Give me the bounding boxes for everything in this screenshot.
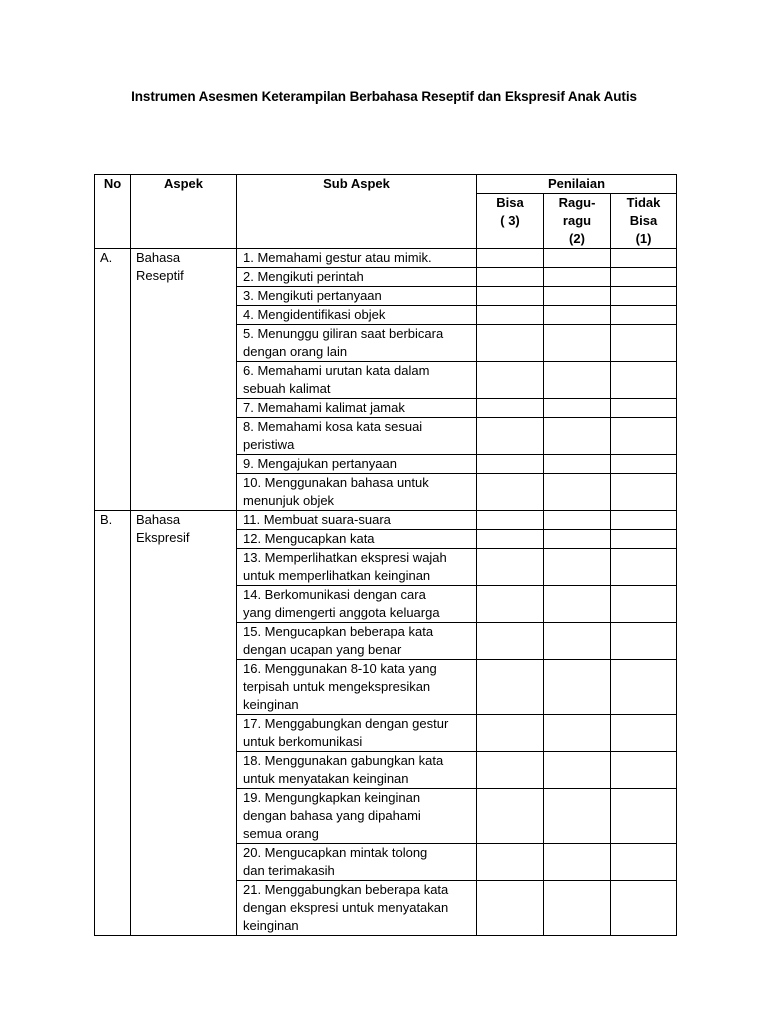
score-bisa-cell[interactable] xyxy=(477,844,544,881)
score-tidak-bisa-cell[interactable] xyxy=(611,249,677,268)
sub-aspek-cell xyxy=(237,752,477,789)
score-tidak-bisa-cell[interactable] xyxy=(611,325,677,362)
header-penilaian: Penilaian xyxy=(477,175,677,194)
score-ragu-ragu-cell[interactable] xyxy=(544,844,611,881)
header-tidak-line: Bisa xyxy=(629,213,658,228)
score-tidak-bisa-cell[interactable] xyxy=(611,474,677,511)
sub-aspek-cell xyxy=(237,789,477,844)
score-tidak-bisa-cell[interactable] xyxy=(611,549,677,586)
sub-aspek-line: 9. Mengajukan pertanyaan xyxy=(243,456,397,471)
header-aspek: Aspek xyxy=(131,175,237,249)
score-ragu-ragu-cell[interactable] xyxy=(544,881,611,936)
sub-aspek-line: 2. Mengikuti perintah xyxy=(243,269,364,284)
sub-aspek-line: 10. Menggunakan bahasa untuk xyxy=(243,475,429,490)
score-bisa-cell[interactable] xyxy=(477,474,544,511)
sub-aspek-cell xyxy=(237,511,477,530)
score-tidak-bisa-cell[interactable] xyxy=(611,881,677,936)
score-ragu-ragu-cell[interactable] xyxy=(544,789,611,844)
score-tidak-bisa-cell[interactable] xyxy=(611,586,677,623)
score-ragu-ragu-cell[interactable] xyxy=(544,474,611,511)
score-tidak-bisa-cell[interactable] xyxy=(611,660,677,715)
aspek-line: Ekspresif xyxy=(136,530,190,545)
sub-aspek-line: 7. Memahami kalimat jamak xyxy=(243,400,405,415)
section-aspek xyxy=(131,511,237,936)
sub-aspek-line: 13. Memperlihatkan ekspresi wajah xyxy=(243,550,447,565)
sub-aspek-cell xyxy=(237,586,477,623)
header-tidak-line: Tidak xyxy=(626,195,661,210)
sub-aspek-line: 17. Menggabungkan dengan gestur xyxy=(243,716,449,731)
score-bisa-cell[interactable] xyxy=(477,715,544,752)
score-ragu-ragu-cell[interactable] xyxy=(544,362,611,399)
score-ragu-ragu-cell[interactable] xyxy=(544,455,611,474)
sub-aspek-line: untuk menyatakan keinginan xyxy=(243,771,409,786)
score-tidak-bisa-cell[interactable] xyxy=(611,362,677,399)
score-bisa-cell[interactable] xyxy=(477,623,544,660)
sub-aspek-cell xyxy=(237,362,477,399)
score-ragu-ragu-cell[interactable] xyxy=(544,399,611,418)
sub-aspek-line: peristiwa xyxy=(243,437,295,452)
sub-aspek-cell xyxy=(237,268,477,287)
score-bisa-cell[interactable] xyxy=(477,511,544,530)
sub-aspek-cell xyxy=(237,881,477,936)
score-ragu-ragu-cell[interactable] xyxy=(544,530,611,549)
sub-aspek-line: 21. Menggabungkan beberapa kata xyxy=(243,882,449,897)
sub-aspek-line: sebuah kalimat xyxy=(243,381,331,396)
score-tidak-bisa-cell[interactable] xyxy=(611,268,677,287)
score-tidak-bisa-cell[interactable] xyxy=(611,844,677,881)
score-ragu-ragu-cell[interactable] xyxy=(544,549,611,586)
score-ragu-ragu-cell[interactable] xyxy=(544,287,611,306)
sub-aspek-cell xyxy=(237,249,477,268)
score-bisa-cell[interactable] xyxy=(477,549,544,586)
score-ragu-ragu-cell[interactable] xyxy=(544,660,611,715)
header-tidak-line: (1) xyxy=(635,231,652,246)
score-tidak-bisa-cell[interactable] xyxy=(611,511,677,530)
sub-aspek-line: untuk memperlihatkan keinginan xyxy=(243,568,431,583)
sub-aspek-cell xyxy=(237,455,477,474)
score-tidak-bisa-cell[interactable] xyxy=(611,399,677,418)
sub-aspek-line: 1. Memahami gestur atau mimik. xyxy=(243,250,432,265)
score-ragu-ragu-cell[interactable] xyxy=(544,623,611,660)
table-row xyxy=(95,249,677,268)
sub-aspek-line: 15. Mengucapkan beberapa kata xyxy=(243,624,434,639)
sub-aspek-line: dan terimakasih xyxy=(243,863,335,878)
sub-aspek-line: menunjuk objek xyxy=(243,493,335,508)
section-number: A. xyxy=(95,249,131,511)
sub-aspek-line: untuk berkomunikasi xyxy=(243,734,363,749)
score-bisa-cell[interactable] xyxy=(477,306,544,325)
sub-aspek-line: dengan orang lain xyxy=(243,344,348,359)
score-bisa-cell[interactable] xyxy=(477,362,544,399)
sub-aspek-line: 16. Menggunakan 8-10 kata yang xyxy=(243,661,437,676)
sub-aspek-line: 12. Mengucapkan kata xyxy=(243,531,375,546)
score-bisa-cell[interactable] xyxy=(477,881,544,936)
score-bisa-cell[interactable] xyxy=(477,660,544,715)
sub-aspek-cell xyxy=(237,306,477,325)
score-tidak-bisa-cell[interactable] xyxy=(611,455,677,474)
sub-aspek-line: dengan ucapan yang benar xyxy=(243,642,402,657)
score-bisa-cell[interactable] xyxy=(477,268,544,287)
score-bisa-cell[interactable] xyxy=(477,789,544,844)
score-tidak-bisa-cell[interactable] xyxy=(611,789,677,844)
score-bisa-cell[interactable] xyxy=(477,455,544,474)
sub-aspek-cell xyxy=(237,474,477,511)
sub-aspek-line: dengan ekspresi untuk menyatakan xyxy=(243,900,449,915)
sub-aspek-cell xyxy=(237,549,477,586)
table-body xyxy=(95,249,677,936)
sub-aspek-line: keinginan xyxy=(243,918,299,933)
score-bisa-cell[interactable] xyxy=(477,399,544,418)
score-ragu-ragu-cell[interactable] xyxy=(544,325,611,362)
sub-aspek-line: dengan bahasa yang dipahami xyxy=(243,808,421,823)
score-bisa-cell[interactable] xyxy=(477,418,544,455)
sub-aspek-line: terpisah untuk mengekspresikan xyxy=(243,679,431,694)
sub-aspek-line: 8. Memahami kosa kata sesuai xyxy=(243,419,423,434)
sub-aspek-cell xyxy=(237,418,477,455)
header-bisa xyxy=(477,194,544,249)
score-bisa-cell[interactable] xyxy=(477,586,544,623)
header-ragu-line: Ragu- xyxy=(558,195,596,210)
table-row xyxy=(95,511,677,530)
score-bisa-cell[interactable] xyxy=(477,249,544,268)
sub-aspek-cell xyxy=(237,287,477,306)
assessment-table xyxy=(94,174,677,936)
header-tidak-bisa xyxy=(611,194,677,249)
sub-aspek-line: keinginan xyxy=(243,697,299,712)
header-ragu-line: (2) xyxy=(569,231,585,246)
score-ragu-ragu-cell[interactable] xyxy=(544,715,611,752)
sub-aspek-line: 5. Menunggu giliran saat berbicara xyxy=(243,326,444,341)
sub-aspek-cell xyxy=(237,715,477,752)
sub-aspek-cell xyxy=(237,844,477,881)
sub-aspek-line: 20. Mengucapkan mintak tolong xyxy=(243,845,428,860)
aspek-line: Bahasa xyxy=(136,250,181,265)
header-sub-aspek: Sub Aspek xyxy=(237,175,477,249)
score-bisa-cell[interactable] xyxy=(477,325,544,362)
score-tidak-bisa-cell[interactable] xyxy=(611,715,677,752)
sub-aspek-line: yang dimengerti anggota keluarga xyxy=(243,605,440,620)
sub-aspek-line: 4. Mengidentifikasi objek xyxy=(243,307,386,322)
score-bisa-cell[interactable] xyxy=(477,752,544,789)
score-tidak-bisa-cell[interactable] xyxy=(611,530,677,549)
header-no: No xyxy=(95,175,131,249)
sub-aspek-line: 3. Mengikuti pertanyaan xyxy=(243,288,382,303)
sub-aspek-line: 18. Menggunakan gabungkan kata xyxy=(243,753,444,768)
header-ragu-ragu xyxy=(544,194,611,249)
sub-aspek-line: semua orang xyxy=(243,826,319,841)
score-bisa-cell[interactable] xyxy=(477,287,544,306)
aspek-line: Bahasa xyxy=(136,512,181,527)
score-ragu-ragu-cell[interactable] xyxy=(544,268,611,287)
score-tidak-bisa-cell[interactable] xyxy=(611,752,677,789)
sub-aspek-cell xyxy=(237,399,477,418)
aspek-line: Reseptif xyxy=(136,268,184,283)
score-tidak-bisa-cell[interactable] xyxy=(611,623,677,660)
document-title: Instrumen Asesmen Keterampilan Berbahasa Reseptif dan Ekspresif Anak Autis xyxy=(131,89,637,104)
score-ragu-ragu-cell[interactable] xyxy=(544,511,611,530)
score-ragu-ragu-cell[interactable] xyxy=(544,418,611,455)
header-bisa-line: ( 3) xyxy=(500,213,520,228)
sub-aspek-line: 6. Memahami urutan kata dalam xyxy=(243,363,430,378)
sub-aspek-cell xyxy=(237,623,477,660)
score-bisa-cell[interactable] xyxy=(477,530,544,549)
sub-aspek-line: 19. Mengungkapkan keinginan xyxy=(243,790,421,805)
score-ragu-ragu-cell[interactable] xyxy=(544,306,611,325)
sub-aspek-line: 11. Membuat suara-suara xyxy=(243,512,391,527)
sub-aspek-cell xyxy=(237,660,477,715)
header-bisa-line: Bisa xyxy=(496,195,524,210)
section-number: B. xyxy=(95,511,131,936)
score-ragu-ragu-cell[interactable] xyxy=(544,586,611,623)
score-tidak-bisa-cell[interactable] xyxy=(611,306,677,325)
score-tidak-bisa-cell[interactable] xyxy=(611,418,677,455)
header-ragu-line: ragu xyxy=(562,213,592,228)
sub-aspek-cell xyxy=(237,530,477,549)
sub-aspek-line: 14. Berkomunikasi dengan cara xyxy=(243,587,426,602)
score-tidak-bisa-cell[interactable] xyxy=(611,287,677,306)
score-ragu-ragu-cell[interactable] xyxy=(544,752,611,789)
score-ragu-ragu-cell[interactable] xyxy=(544,249,611,268)
section-aspek xyxy=(131,249,237,511)
sub-aspek-cell xyxy=(237,325,477,362)
header-row-1 xyxy=(95,175,677,194)
